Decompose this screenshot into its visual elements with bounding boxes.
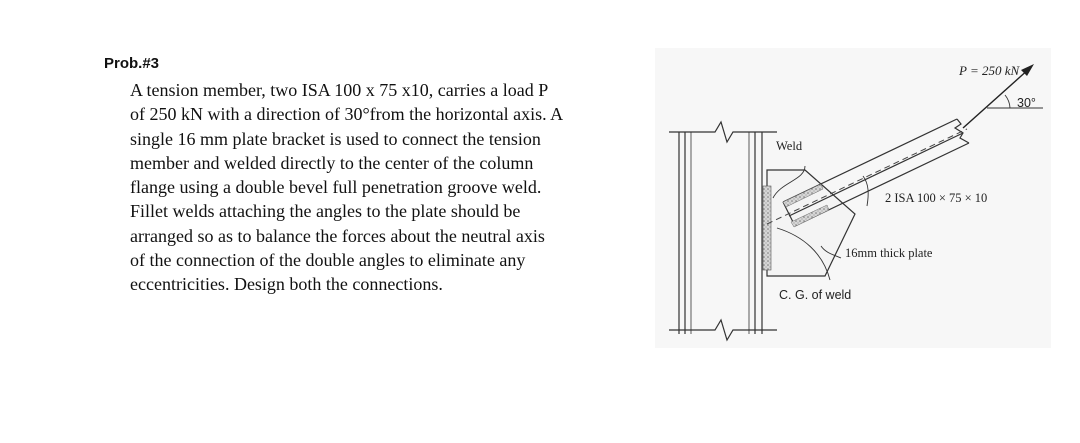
connection-figure [655, 48, 1051, 348]
problem-line: eccentricities. Design both the connections. [130, 274, 443, 295]
problem-line: of 250 kN with a direction of 30°from the horizontal axis. A [130, 104, 564, 125]
problem-line: single 16 mm plate bracket is used to connect the tension [130, 128, 541, 149]
angles-label: 2 ISA 100 × 75 × 10 [885, 191, 988, 205]
problem-line: arranged so as to balance the forces about the neutral axis [130, 225, 545, 246]
cg-label: C. G. of weld [779, 288, 852, 302]
weld-label: Weld [776, 139, 803, 153]
problem-line: of the connection of the double angles to eliminate any [130, 250, 526, 271]
angle-arc [1005, 95, 1010, 108]
problem-line: member and welded directly to the center of the column [130, 152, 534, 173]
angle-break [955, 119, 969, 143]
load-label: P = 250 kN [959, 63, 1020, 78]
plate-label: 16mm thick plate [845, 246, 933, 260]
gusset-plate [767, 170, 855, 276]
connection-drawing [655, 48, 1051, 348]
problem-statement [130, 78, 650, 297]
problem-number: Prob.#3 [104, 55, 160, 72]
column [679, 132, 762, 334]
groove-weld [763, 186, 771, 270]
problem-line: A tension member, two ISA 100 x 75 x10, carries a load P [130, 80, 549, 100]
problem-line: Fillet welds attaching the angles to the plate should be [130, 201, 521, 222]
angle-label: 30° [1017, 96, 1036, 110]
problem-line: flange using a double bevel full penetration groove weld. [130, 177, 542, 198]
